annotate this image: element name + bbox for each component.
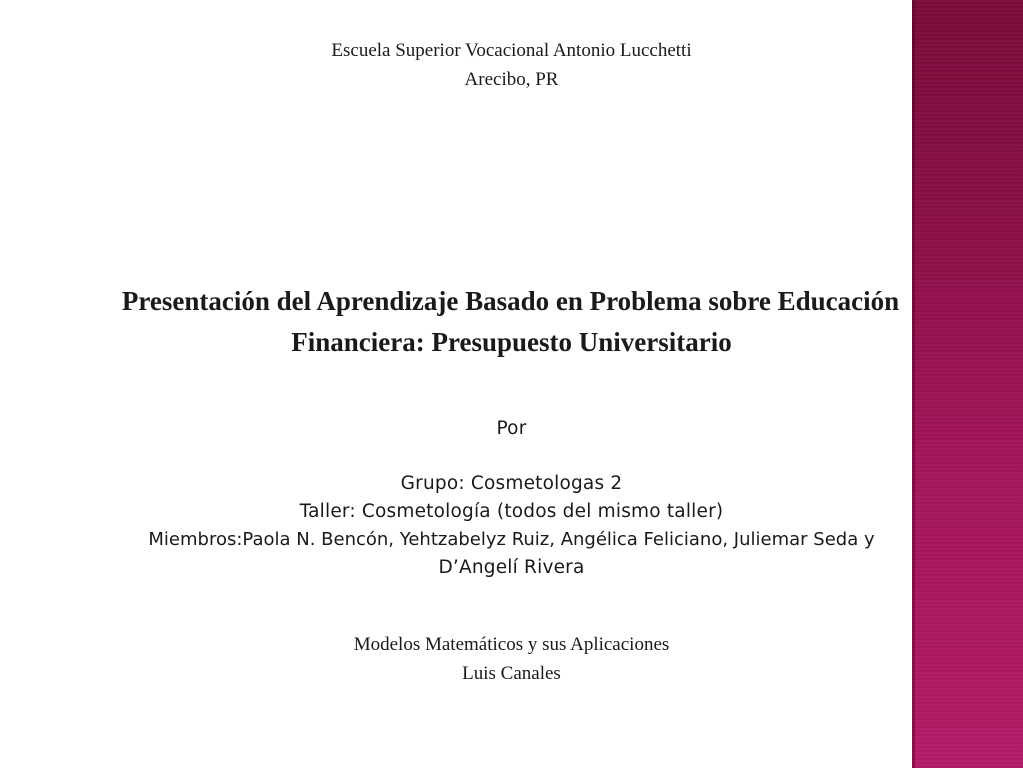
teacher-name: Luis Canales bbox=[462, 663, 561, 684]
members-line-1: Miembros:Paola N. Bencón, Yehtzabelyz Ruiz, Angélica Feliciano, Juliemar Seda y bbox=[148, 529, 875, 550]
members-line-2: D’Angelí Rivera bbox=[438, 557, 585, 578]
school-name: Escuela Superior Vocacional Antonio Lucchetti bbox=[331, 40, 692, 61]
group-name: Grupo: Cosmetologas 2 bbox=[400, 473, 623, 494]
school-location: Arecibo, PR bbox=[464, 69, 559, 90]
course-name: Modelos Matemáticos y sus Aplicaciones bbox=[353, 634, 670, 655]
workshop-name: Taller: Cosmetología (todos del mismo taller) bbox=[299, 501, 724, 522]
by-label: Por bbox=[496, 418, 527, 439]
presentation-title-line-1: Presentación del Aprendizaje Basado en Problema sobre Educación bbox=[121, 286, 900, 316]
presentation-title-line-2: Financiera: Presupuesto Universitario bbox=[291, 327, 732, 357]
